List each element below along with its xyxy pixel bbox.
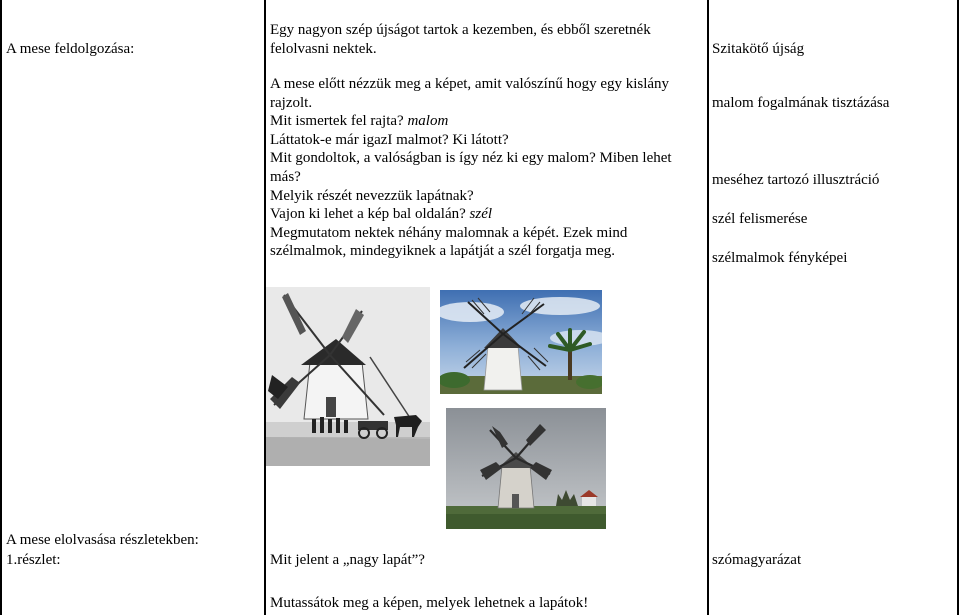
- windmill-photo-bw: [266, 287, 430, 466]
- table-border-right: [957, 0, 959, 615]
- note-szel: szél felismerése: [712, 211, 808, 227]
- label-elolvasas: A mese elolvasása részletekben:: [6, 532, 199, 548]
- question-nagy-lapat: Mit jelent a „nagy lapát”?: [270, 552, 425, 568]
- questions-block: A mese előtt nézzük meg a képet, amit valószínű hogy egy kislány rajzolt. Mit ismertek fel rajta? malom Láttatok-e már igazI malmot? Ki látott? Mit gondoltok, a valóságban is így néz ki egy malom? Miben lehet más? Melyik részét nevezzük lapátnak? Vajon ki lehet a kép bal oldalán? szél Megmutatom nektek néhány malomnak a képét. Ezek mind szélmalmok, mindegyiknek a lapátját a szél forgatja meg.: [270, 76, 672, 260]
- note-fenykepek: szélmalmok fényképei: [712, 250, 848, 266]
- note-illusztracio: meséhez tartozó illusztráció: [712, 172, 880, 188]
- windmill-photo-grey: [446, 408, 606, 529]
- note-malom-fogalom: malom fogalmának tisztázása: [712, 95, 890, 111]
- note-szitakoto: Szitakötő újság: [712, 41, 805, 57]
- intro-text: Egy nagyon szép újságot tartok a kezemben, és ebből szeretnék felolvasni nektek.: [270, 22, 651, 57]
- windmill-photo-sky: [440, 290, 602, 394]
- answer-szel: szél: [469, 206, 493, 223]
- table-border-left: [0, 0, 2, 615]
- question-lapatok: Mutassátok meg a képen, melyek lehetnek a lapátok!: [270, 595, 589, 611]
- table-border-col2: [707, 0, 709, 615]
- label-feldolgozas: A mese feldolgozása:: [6, 41, 135, 57]
- label-reszlet: 1.részlet:: [6, 552, 61, 568]
- note-szomagyarazat: szómagyarázat: [712, 552, 802, 568]
- answer-malom: malom: [407, 113, 449, 130]
